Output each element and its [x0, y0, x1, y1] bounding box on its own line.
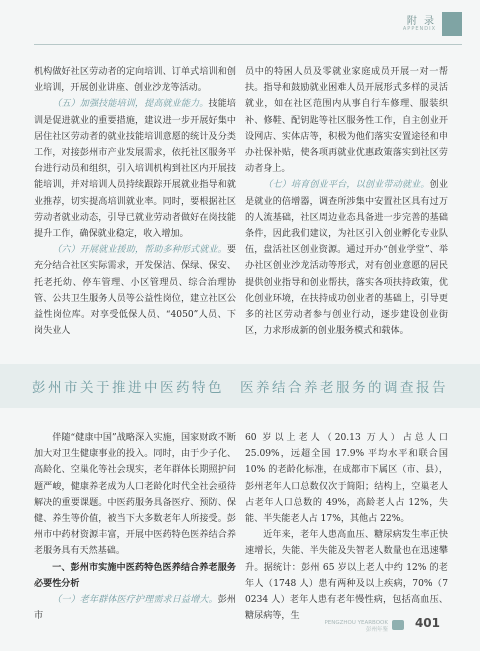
paragraph: 近年来，老年人患高血压、糖尿病发生率正快速增长，失能、半失能及失智老人数量也在迅速攀升。据统计：彭州 65 岁以上老人中约 12% 的老年人（1748 人）患有两种及以上疾病，70%（7 0234 人）老年人患有老年慢性病，包括高血压、糖尿病等，生 — [245, 530, 448, 622]
article-title: 彭州市关于推进中医药特色 医养结合养老服务的调查报告 — [32, 380, 448, 396]
paragraph: 60 岁以上老人（20.13 万人）占总人口 25.09%，远超全国 17.9% 平均水平和联合国 10% 的老龄化标准，在成都市下属区（市、县），彭州老年人口总数仅次于简阳；结构上，空巢老人占老年人口总数的 49%，高龄老人占 12%，失能、半失能老人占 17%，其他占 22%。 — [245, 433, 448, 525]
section-heading: （七）培育创业平台，以创业带动就业。 — [263, 180, 430, 191]
footer-caption — [324, 620, 388, 634]
paragraph: 机构做好社区劳动者的定向培训、订单式培训和创业培训，开展创业讲座、创业沙龙等活动。 — [34, 67, 236, 94]
top-right-column — [245, 64, 448, 339]
paragraph: 伴随“健康中国”战略深入实施，国家财政不断加大对卫生健康事业的投入。同时，由于少子化、高龄化、空巢化等社会现实，老年群体长期照护问题严峻，健康养老成为人口老龄化时代全社会亟待解决的重要课题。中医药服务具备医疗、预防、保健、养生等价值，被当下大多数老年人所接受。彭州市中药材资源丰富，开展中医药特色医养结合养老服务具有天然基础。 — [34, 433, 236, 557]
paragraph-body: 技能培训是促进就业的重要措施，建议进一步开展好集中居住社区劳动者的就业技能培训意愿的统计及分类工作，对接彭州市产业发展需求，依托社区服务平台进行动员和组织，引入培训机构到社区内开展技能培训，并对培训人员持续跟踪开展就业指导和就业推荐，切实提高培训就业率。同时，要根据社区劳动者就业动态，引导已就业劳动者做好在岗技能提升工作，确保就业稳定，收入增加。 — [34, 99, 236, 240]
book-icon — [392, 620, 404, 630]
paragraph-body: 要充分结合社区实际需求，开发保洁、保绿、保安、托老托幼、停车管理、小区管理员、综合治理协管、公共卫生服务人员等公益性岗位，建立社区公益性岗位库。对享受低保人员、“4050”人员、下岗失业人 — [34, 245, 236, 337]
header-title: 附 录 — [406, 16, 436, 27]
paragraph: 员中的特困人员及零就业家庭成员开展一对一帮扶。指导和鼓励就业困难人员开展形式多样的灵活就业，如在社区范围内从事自行车修理、服装织补、修鞋、配钥匙等社区服务性工作，自主创业开设网店、实体店等，积极为他们落实安置途径和申办社保补贴，使各项再就业优惠政策落实到社区劳动者身上。 — [245, 67, 448, 175]
paragraph — [34, 96, 236, 242]
page-header — [342, 12, 462, 42]
footer-caption-line: 彭州年鉴 — [365, 627, 388, 633]
article-title-banner — [0, 364, 480, 408]
page-number: 401 — [414, 616, 440, 630]
bottom-left-column — [34, 430, 236, 624]
paragraph — [34, 242, 236, 339]
header-subtitle: APPENDIX — [402, 26, 436, 32]
header-rule — [34, 44, 462, 45]
paragraph-body: 彭州市 — [34, 595, 236, 622]
top-left-column — [34, 64, 236, 339]
section-heading: （五）加强技能培训，提高就业能力。 — [52, 99, 209, 110]
bottom-right-column — [245, 430, 448, 624]
paragraph-body: 创业是就业的倍增器，调查所涉集中安置社区具有过万的人流基础，社区周边业态具备进一步完善的基础条件，因此我们建议，为社区引入创业孵化专业队伍，盘活社区创业资源。通过开办“创业学堂”、举办社区创业沙龙活动等形式，对有创业意愿的居民提供创业指导和创业帮扶，落实各项扶持政策，优化创业环境，在扶持成功创业者的基础上，引导更多的社区劳动者参与创业行动，逐步建设创业街区，力求形成新的创业服务模式和载体。 — [245, 180, 448, 337]
header-tab-block — [442, 12, 462, 36]
paragraph — [34, 592, 236, 624]
section-heading: 一、彭州市实施中医药特色医养结合养老服务必要性分析 — [34, 561, 236, 589]
paragraph — [245, 177, 448, 339]
footer-caption-line: PENGZHOU YEARBOOK — [324, 620, 388, 626]
section-heading: （六）开展就业援助，帮助多种形式就业。 — [52, 245, 227, 256]
subsection-heading: （一）老年群体医疗护理需求日益增大。 — [52, 595, 218, 606]
